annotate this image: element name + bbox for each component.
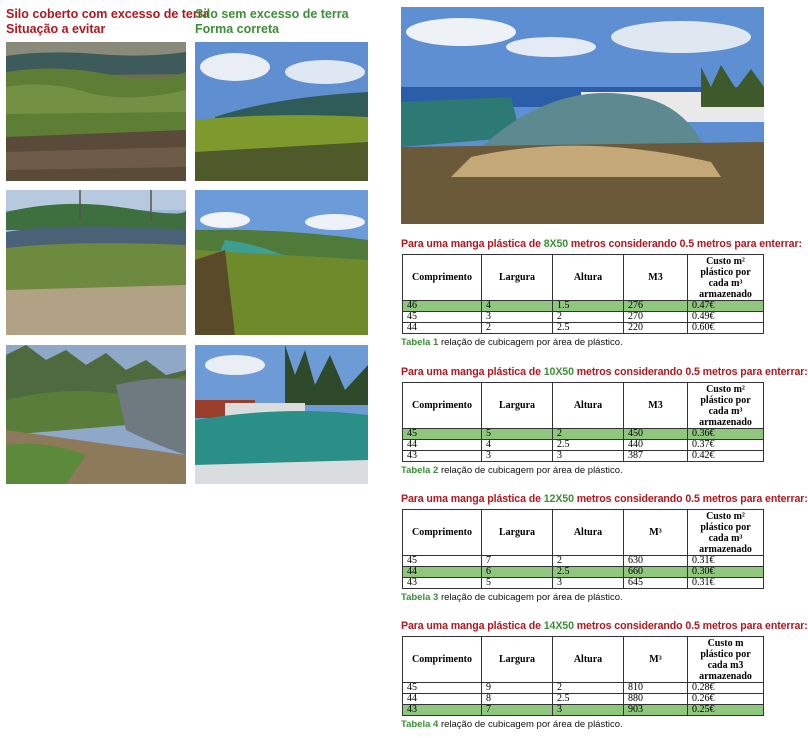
table-3-caption [401, 592, 767, 603]
table-row [403, 578, 764, 589]
cell-largura: 2 [482, 323, 553, 334]
photo-silo-excess-soil-3 [6, 345, 186, 484]
cell-cost: 0.36€ [688, 429, 764, 440]
table-1 [402, 254, 764, 334]
cell-largura: 7 [482, 556, 553, 567]
photo-silo-excess-soil-2 [6, 190, 186, 335]
header-cost: Custo m plástico por cada m3 armazenado [688, 637, 764, 683]
header-comprimento: Comprimento [403, 510, 482, 556]
table-row [403, 323, 764, 334]
table-block-4 [401, 620, 808, 730]
cell-altura: 1.5 [553, 301, 624, 312]
table-1-caption [401, 337, 767, 348]
cell-comprimento: 45 [403, 556, 482, 567]
cell-comprimento: 46 [403, 301, 482, 312]
table-1-title [401, 238, 802, 250]
table-1-title-pre: Para uma manga plástica de [401, 238, 544, 250]
header-cost: Custo m² plástico por cada m³ armazenado [688, 510, 764, 556]
cell-largura: 5 [482, 429, 553, 440]
photo-silo-excess-soil-1 [6, 42, 186, 181]
table-4-caption-text: relação de cubicagem por área de plástico. [438, 719, 623, 730]
cell-comprimento: 43 [403, 705, 482, 716]
cell-m3: 660 [624, 567, 688, 578]
cell-largura: 4 [482, 440, 553, 451]
cell-cost: 0.60€ [688, 323, 764, 334]
table-2-title-pre: Para uma manga plástica de [401, 366, 544, 378]
cell-largura: 7 [482, 705, 553, 716]
cell-altura: 2.5 [553, 567, 624, 578]
cell-comprimento: 44 [403, 567, 482, 578]
cell-m3: 450 [624, 429, 688, 440]
cell-cost: 0.37€ [688, 440, 764, 451]
photo-silo-large [401, 7, 764, 224]
cell-m3: 645 [624, 578, 688, 589]
cell-m3: 810 [624, 683, 688, 694]
table-2-caption-text: relação de cubicagem por área de plástico. [438, 465, 623, 476]
table-2-header-row [403, 383, 764, 429]
table-1-dimension: 8X50 [543, 238, 569, 250]
table-2-dimension: 10X50 [543, 366, 574, 378]
header-largura: Largura [482, 383, 553, 429]
cell-m3: 387 [624, 451, 688, 462]
table-row [403, 429, 764, 440]
header-altura: Altura [553, 637, 624, 683]
cell-cost: 0.28€ [688, 683, 764, 694]
cell-cost: 0.47€ [688, 301, 764, 312]
table-1-caption-text: relação de cubicagem por área de plástico. [438, 337, 623, 348]
table-4-header-row [403, 637, 764, 683]
cell-m3: 880 [624, 694, 688, 705]
cell-m3: 270 [624, 312, 688, 323]
cell-comprimento: 44 [403, 440, 482, 451]
header-comprimento: Comprimento [403, 383, 482, 429]
cell-comprimento: 45 [403, 683, 482, 694]
table-block-3 [401, 493, 808, 603]
table-row [403, 301, 764, 312]
cell-comprimento: 44 [403, 694, 482, 705]
cell-cost: 0.30€ [688, 567, 764, 578]
table-row [403, 312, 764, 323]
table-2-caption-number: Tabela 2 [401, 465, 439, 476]
cell-cost: 0.42€ [688, 451, 764, 462]
header-largura: Largura [482, 255, 553, 301]
table-3-caption-number: Tabela 3 [401, 592, 439, 603]
cell-altura: 2.5 [553, 323, 624, 334]
heading-left-line1: Silo coberto com excesso de terra [6, 7, 210, 21]
heading-right-line2: Forma correta [195, 22, 280, 36]
cell-m3: 903 [624, 705, 688, 716]
header-altura: Altura [553, 383, 624, 429]
cell-largura: 3 [482, 451, 553, 462]
cell-largura: 4 [482, 301, 553, 312]
table-3-title [401, 493, 808, 505]
photo-silo-correct-3 [195, 345, 368, 484]
table-row [403, 694, 764, 705]
header-m3: M3 [624, 255, 688, 301]
table-2 [402, 382, 764, 462]
table-row [403, 556, 764, 567]
cell-largura: 8 [482, 694, 553, 705]
header-m3: M3 [624, 383, 688, 429]
header-largura: Largura [482, 637, 553, 683]
table-row [403, 683, 764, 694]
cell-altura: 2 [553, 312, 624, 323]
heading-right-line1: Silo sem excesso de terra [195, 7, 349, 21]
heading-right [195, 7, 349, 37]
cell-m3: 440 [624, 440, 688, 451]
cell-altura: 2 [553, 683, 624, 694]
header-m3: M³ [624, 637, 688, 683]
cell-cost: 0.31€ [688, 578, 764, 589]
cell-altura: 3 [553, 705, 624, 716]
table-4-dimension: 14X50 [543, 620, 574, 632]
cell-largura: 6 [482, 567, 553, 578]
cell-altura: 2 [553, 429, 624, 440]
header-cost: Custo m² plástico por cada m³ armazenado [688, 255, 764, 301]
heading-left-line2: Situação a evitar [6, 22, 106, 36]
header-cost: Custo m² plástico por cada m³ armazenado [688, 383, 764, 429]
photo-silo-correct-1 [195, 42, 368, 181]
table-4-caption [401, 719, 767, 730]
cell-altura: 2.5 [553, 440, 624, 451]
cell-comprimento: 45 [403, 312, 482, 323]
table-block-2 [401, 366, 808, 476]
cell-cost: 0.31€ [688, 556, 764, 567]
cell-largura: 3 [482, 312, 553, 323]
cell-comprimento: 43 [403, 451, 482, 462]
cell-cost: 0.25€ [688, 705, 764, 716]
table-row [403, 451, 764, 462]
photo-silo-correct-2 [195, 190, 368, 335]
cell-comprimento: 44 [403, 323, 482, 334]
table-2-title [401, 366, 808, 378]
header-comprimento: Comprimento [403, 255, 482, 301]
table-4 [402, 636, 764, 716]
table-3 [402, 509, 764, 589]
header-largura: Largura [482, 510, 553, 556]
table-block-1 [401, 238, 802, 348]
table-3-caption-text: relação de cubicagem por área de plástico. [438, 592, 623, 603]
cell-altura: 2 [553, 556, 624, 567]
cell-altura: 3 [553, 451, 624, 462]
header-comprimento: Comprimento [403, 637, 482, 683]
table-2-caption [401, 465, 767, 476]
cell-largura: 5 [482, 578, 553, 589]
cell-cost: 0.49€ [688, 312, 764, 323]
table-row [403, 440, 764, 451]
cell-m3: 276 [624, 301, 688, 312]
cell-m3: 630 [624, 556, 688, 567]
cell-comprimento: 43 [403, 578, 482, 589]
table-1-caption-number: Tabela 1 [401, 337, 439, 348]
heading-left [6, 7, 210, 37]
table-4-title-post: metros considerando 0.5 metros para enterrar: [573, 620, 808, 632]
cell-comprimento: 45 [403, 429, 482, 440]
table-row [403, 567, 764, 578]
table-1-header-row [403, 255, 764, 301]
header-m3: M³ [624, 510, 688, 556]
table-3-header-row [403, 510, 764, 556]
table-3-title-pre: Para uma manga plástica de [401, 493, 544, 505]
table-4-title [401, 620, 808, 632]
table-4-caption-number: Tabela 4 [401, 719, 439, 730]
header-altura: Altura [553, 510, 624, 556]
cell-altura: 3 [553, 578, 624, 589]
table-row [403, 705, 764, 716]
table-3-dimension: 12X50 [543, 493, 574, 505]
cell-cost: 0.26€ [688, 694, 764, 705]
header-altura: Altura [553, 255, 624, 301]
table-2-title-post: metros considerando 0.5 metros para enterrar: [573, 366, 808, 378]
table-4-title-pre: Para uma manga plástica de [401, 620, 544, 632]
cell-m3: 220 [624, 323, 688, 334]
cell-largura: 9 [482, 683, 553, 694]
cell-altura: 2.5 [553, 694, 624, 705]
table-3-title-post: metros considerando 0.5 metros para enterrar: [573, 493, 808, 505]
table-1-title-post: metros considerando 0.5 metros para enterrar: [568, 238, 802, 250]
